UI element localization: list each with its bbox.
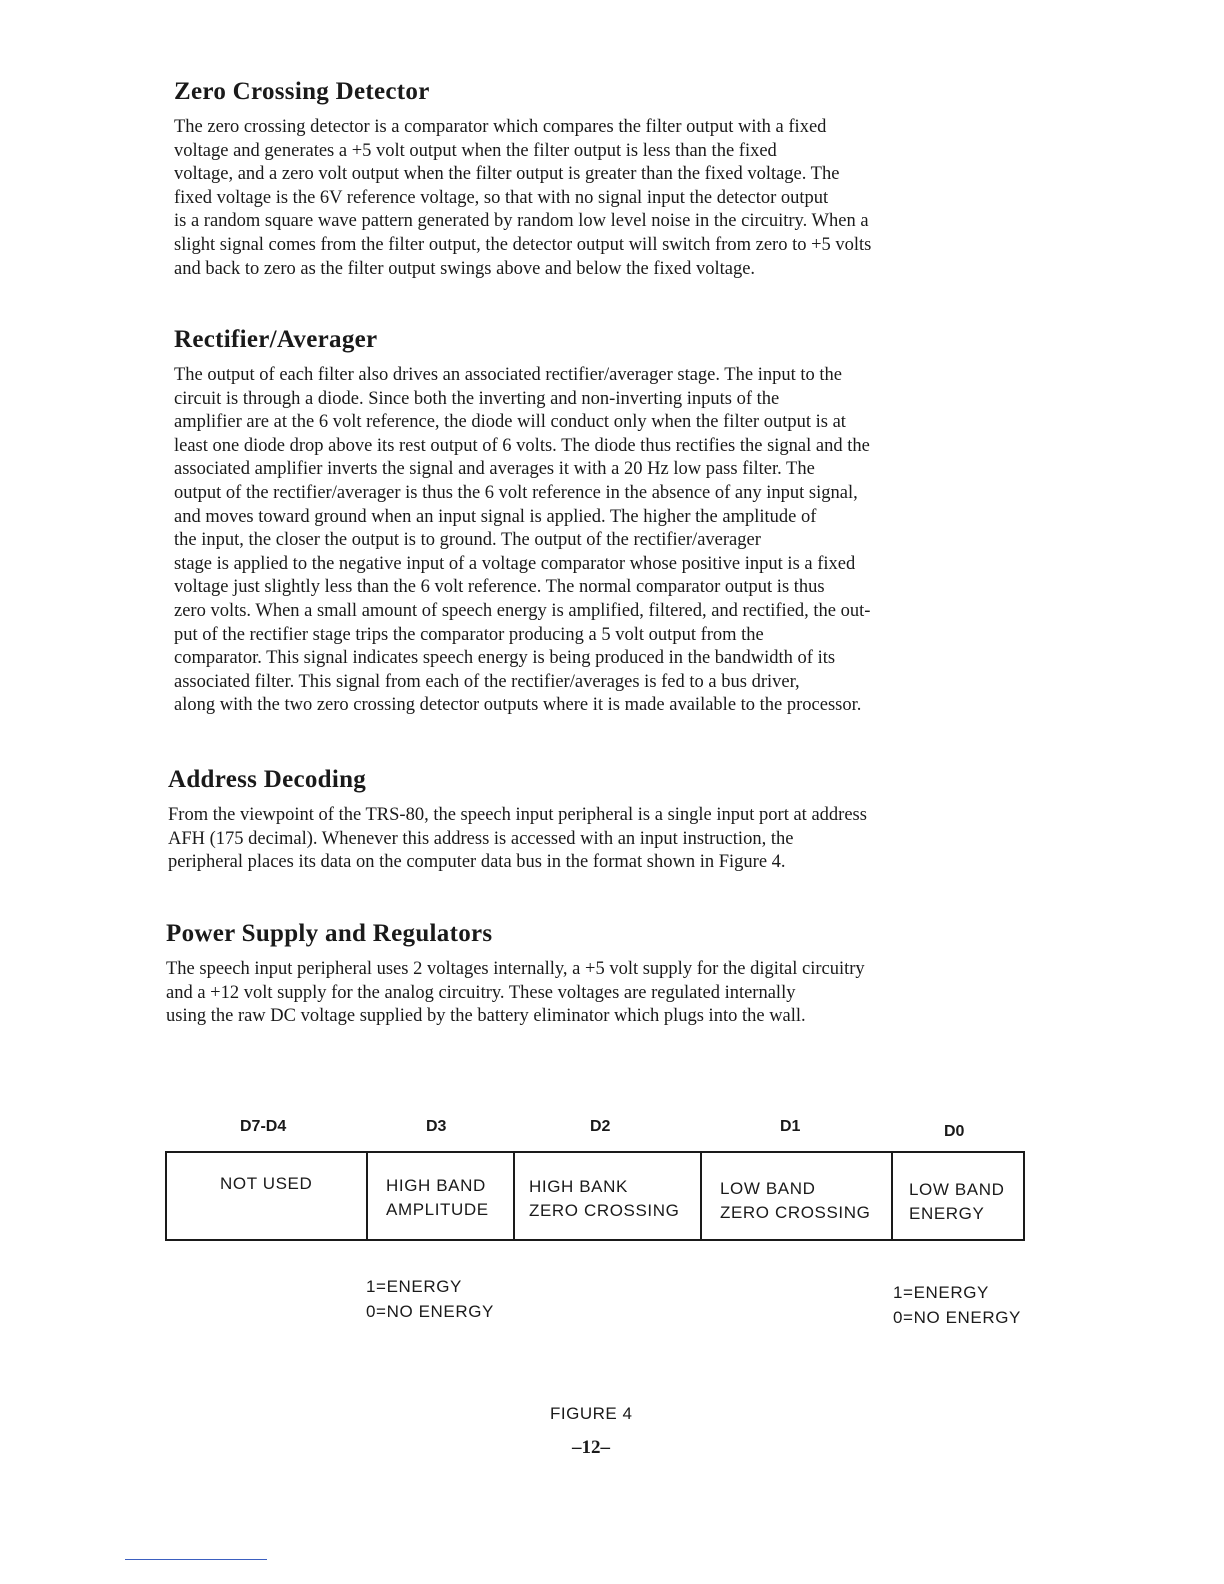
- legend-line: 0=NO ENERGY: [893, 1308, 1021, 1327]
- legend-right: [893, 1280, 1021, 1330]
- section-body: [174, 364, 1034, 718]
- text-line: peripheral places its data on the computer data bus in the format shown in Figure 4.: [168, 852, 786, 873]
- section-rectifier-averager: [174, 326, 1034, 718]
- section-zero-crossing-detector: [174, 78, 1034, 281]
- text-line: using the raw DC voltage supplied by the battery eliminator which plugs into the wall.: [166, 1006, 806, 1027]
- page-number: –12–: [572, 1437, 610, 1458]
- text-line: least one diode drop above its rest output of 6 volts. The diode thus rectifies the signal and the: [174, 435, 870, 456]
- cell-line: AMPLITUDE: [386, 1200, 489, 1219]
- legend-line: 0=NO ENERGY: [366, 1302, 494, 1321]
- text-line: and back to zero as the filter output swings above and below the fixed voltage.: [174, 258, 756, 279]
- text-line: The zero crossing detector is a comparator which compares the filter output with a fixed: [174, 117, 827, 137]
- cell-line: LOW BAND: [720, 1179, 816, 1198]
- cell-line: HIGH BANK: [529, 1177, 628, 1196]
- section-power-supply: [166, 920, 1026, 1029]
- text-line: and moves toward ground when an input signal is applied. The higher the amplitude of: [174, 506, 817, 527]
- text-line: comparator. This signal indicates speech energy is being produced in the bandwidth of its: [174, 648, 836, 669]
- text-line: fixed voltage is the 6V reference voltage, so that with no signal input the detector output: [174, 187, 829, 208]
- section-heading: Rectifier/Averager: [174, 326, 378, 353]
- bit-header-d7-d4: D7-D4: [240, 1118, 287, 1135]
- section-address-decoding: [168, 766, 1028, 875]
- cell-line: ENERGY: [909, 1204, 985, 1223]
- text-line: slight signal comes from the filter output, the detector output will switch from zero to +5 volts: [174, 234, 872, 255]
- cell-line: HIGH BAND: [386, 1176, 486, 1195]
- section-body: [168, 804, 1028, 875]
- text-line: associated filter. This signal from each of the rectifier/averages is fed to a bus driver,: [174, 671, 800, 692]
- bit-cell-d0: [893, 1153, 1023, 1239]
- figure-caption: FIGURE 4: [550, 1404, 633, 1423]
- section-body: [174, 116, 1034, 281]
- cell-line: NOT USED: [220, 1174, 313, 1193]
- footer-divider: [125, 1559, 267, 1560]
- section-heading: Power Supply and Regulators: [166, 920, 493, 947]
- text-line: output of the rectifier/averager is thus the 6 volt reference in the absence of any input signal,: [174, 482, 858, 503]
- text-line: stage is applied to the negative input of a voltage comparator whose positive input is a fixed: [174, 553, 856, 574]
- text-line: circuit is through a diode. Since both the inverting and non-inverting inputs of the: [174, 388, 780, 409]
- text-line: put of the rectifier stage trips the comparator producing a 5 volt output from the: [174, 624, 764, 645]
- cell-line: ZERO CROSSING: [529, 1201, 680, 1220]
- text-line: associated amplifier inverts the signal and averages it with a 20 Hz low pass filter. The: [174, 459, 815, 480]
- cell-line: LOW BAND: [909, 1180, 1005, 1199]
- text-line: The speech input peripheral uses 2 voltages internally, a +5 volt supply for the digital circuitry: [166, 959, 865, 979]
- bit-header-d2: D2: [590, 1118, 611, 1135]
- text-line: the input, the closer the output is to ground. The output of the rectifier/averager: [174, 530, 761, 551]
- text-line: voltage, and a zero volt output when the filter output is greater than the fixed voltage. The: [174, 164, 840, 185]
- section-heading: Address Decoding: [168, 766, 367, 793]
- text-line: and a +12 volt supply for the analog circuitry. These voltages are regulated internally: [166, 982, 796, 1003]
- legend-line: 1=ENERGY: [366, 1277, 462, 1296]
- legend-line: 1=ENERGY: [893, 1283, 989, 1302]
- bit-cell-d7-d4: [167, 1153, 368, 1239]
- text-line: voltage just slightly less than the 6 volt reference. The normal comparator output is thus: [174, 577, 825, 598]
- text-line: voltage and generates a +5 volt output when the filter output is less than the fixed: [174, 140, 777, 161]
- section-body: [166, 958, 1026, 1029]
- cell-line: ZERO CROSSING: [720, 1203, 871, 1222]
- bit-field-table: [165, 1151, 1025, 1241]
- bit-header-d3: D3: [426, 1118, 447, 1135]
- bit-header-d0: D0: [944, 1123, 965, 1140]
- bit-cell-d3: [368, 1153, 515, 1239]
- text-line: is a random square wave pattern generated by random low level noise in the circuitry. When a: [174, 211, 869, 232]
- text-line: AFH (175 decimal). Whenever this address is accessed with an input instruction, the: [168, 828, 794, 849]
- text-line: amplifier are at the 6 volt reference, the diode will conduct only when the filter output is at: [174, 412, 846, 433]
- text-line: along with the two zero crossing detector outputs where it is made available to the processor.: [174, 695, 862, 716]
- bit-cell-d2: [515, 1153, 702, 1239]
- bit-cell-d1: [702, 1153, 893, 1239]
- text-line: zero volts. When a small amount of speech energy is amplified, filtered, and rectified, the out-: [174, 600, 871, 621]
- text-line: From the viewpoint of the TRS-80, the speech input peripheral is a single input port at address: [168, 805, 867, 825]
- text-line: The output of each filter also drives an associated rectifier/averager stage. The input to the: [174, 365, 842, 385]
- bit-header-d1: D1: [780, 1118, 801, 1135]
- legend-left: [366, 1274, 494, 1324]
- section-heading: Zero Crossing Detector: [174, 78, 430, 105]
